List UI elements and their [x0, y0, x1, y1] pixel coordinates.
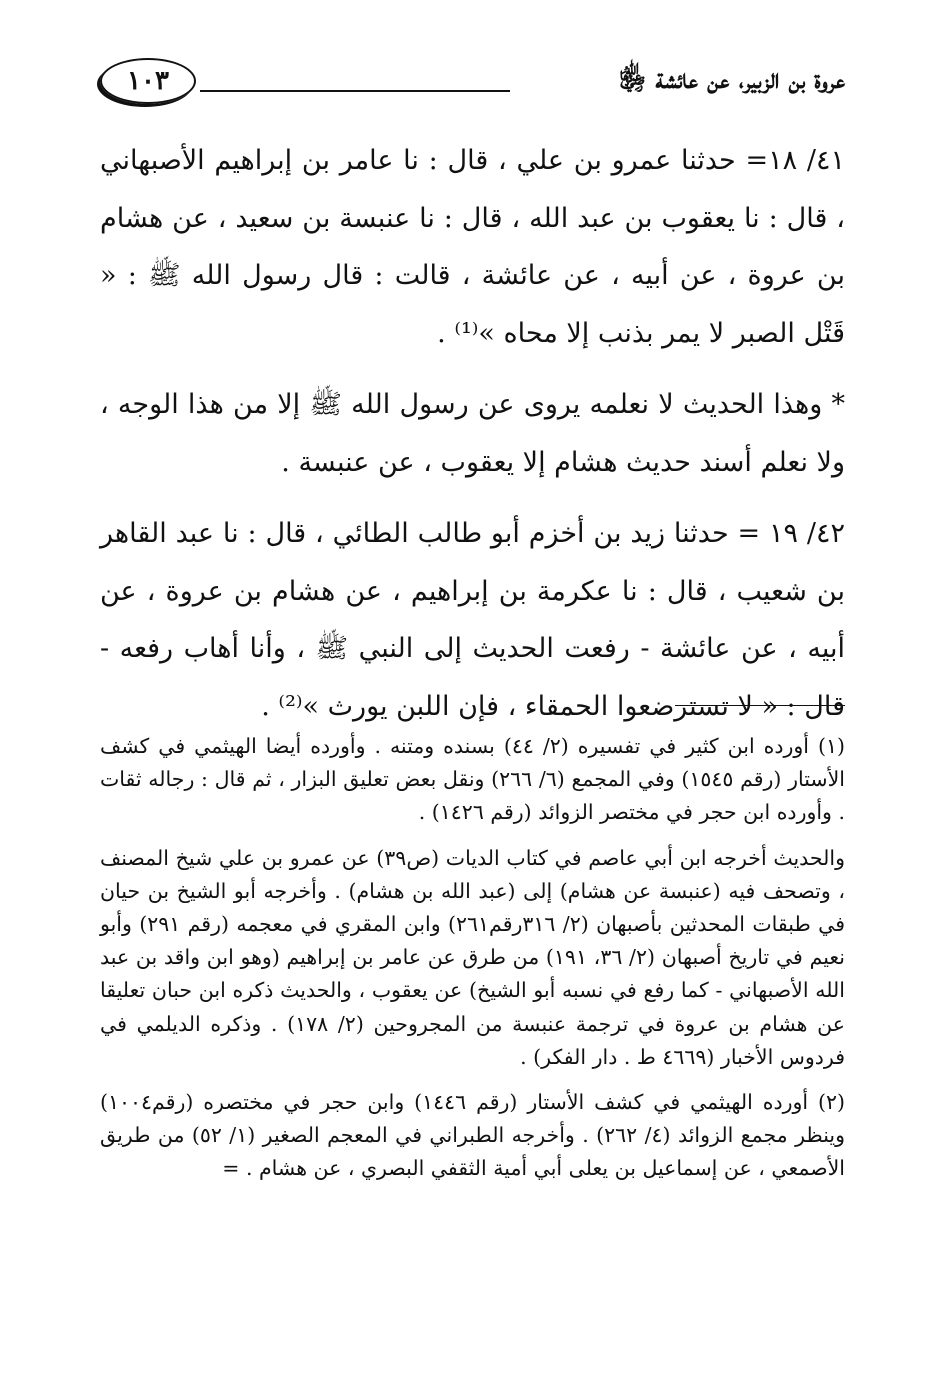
hadith-42-paragraph: ٤٢/ ١٩ = حدثنا زيد بن أخزم أبو طالب الطائي ، قال : نا عبد القاهر بن شعيب ، قال : نا عكرمة بن إبراهيم ، عن هشام بن عروة ، عن أبيه ، عن عائشة - رفعت الحديث إلى النبي ﷺ ، وأنا أهاب رفعه - قال : « لا تسترضعوا الحمقاء ، فإن اللبن يورث »⁽²⁾ .	[100, 518, 846, 722]
footnote-separator	[675, 705, 845, 706]
hadith-41-paragraph: ٤١/ ١٨= حدثنا عمرو بن علي ، قال : نا عامر بن إبراهيم الأصبهاني ، قال : نا يعقوب بن عبد الله ، قال : نا عنبسة بن سعيد ، عن هشام بن عروة ، عن أبيه ، عن عائشة ، قالت : قال رسول الله ﷺ : « قَتْل الصبر لا يمر بذنب إلا محاه »⁽¹⁾ .	[100, 145, 845, 349]
running-header	[100, 58, 845, 114]
footnotes	[100, 730, 845, 1198]
commentary-paragraph: * وهذا الحديث لا نعلمه يروى عن رسول الله ﷺ إلا من هذا الوجه ، ولا نعلم أسند حديث هشام إلا يعقوب ، عن عنبسة .	[100, 389, 845, 478]
footnote-2: (٢) أورده الهيثمي في كشف الأستار (رقم ١٤٤٦) وابن حجر في مختصره (رقم١٠٠٤) وينظر مجمع الزوائد (٤/ ٢٦٢) . وأخرجه الطبراني في المعجم الصغير (١/ ٥٢) من طريق الأصمعي ، عن إسماعيل بن يعلى أبي أمية الثقفي البصري ، عن هشام . =	[100, 1090, 845, 1181]
header-rule	[200, 90, 510, 92]
main-text	[100, 132, 845, 749]
running-header-title: عروة بن الزبير، عن عائشة ﵂	[618, 64, 845, 95]
footnote-1-continuation: والحديث أخرجه ابن أبي عاصم في كتاب الديات (ص٣٩) عن عمرو بن علي شيخ المصنف ، وتصحف فيه (عنبسة عن هشام) إلى (عبد الله بن هشام) . وأخرجه أبو الشيخ بن حيان في طبقات المحدثين بأصبهان (٢/ ٣١٦رقم٢٦١) وابن المقري في معجمه (رقم ٢٩١) وأبو نعيم في تاريخ أصبهان (٢/ ٣٦، ١٩١) من طرق عن عامر بن إبراهيم (وهو ابن واقد بن عبد الله الأصبهاني - كما رفع في نسبه أبو الشيخ) عن يعقوب ، والحديث ذكره ابن حبان تعليقا عن هشام بن عروة في ترجمة عنبسة من المجروحين (٢/ ١٧٨) . وذكره الديلمي في فردوس الأخبار (٤٦٦٩ ط . دار الفكر) .	[100, 845, 845, 1069]
page-number-badge: ١٠٣	[100, 58, 196, 104]
footnote-1: (١) أورده ابن كثير في تفسيره (٢/ ٤٤) بسنده ومتنه . وأورده أيضا الهيثمي في كشف الأستار (رقم ١٥٤٥) وفي المجمع (٦/ ٢٦٦) ونقل بعض تعليق البزار ، ثم قال : رجاله ثقات . وأورده ابن حجر في مختصر الزوائد (رقم ١٤٢٦) .	[100, 734, 846, 825]
